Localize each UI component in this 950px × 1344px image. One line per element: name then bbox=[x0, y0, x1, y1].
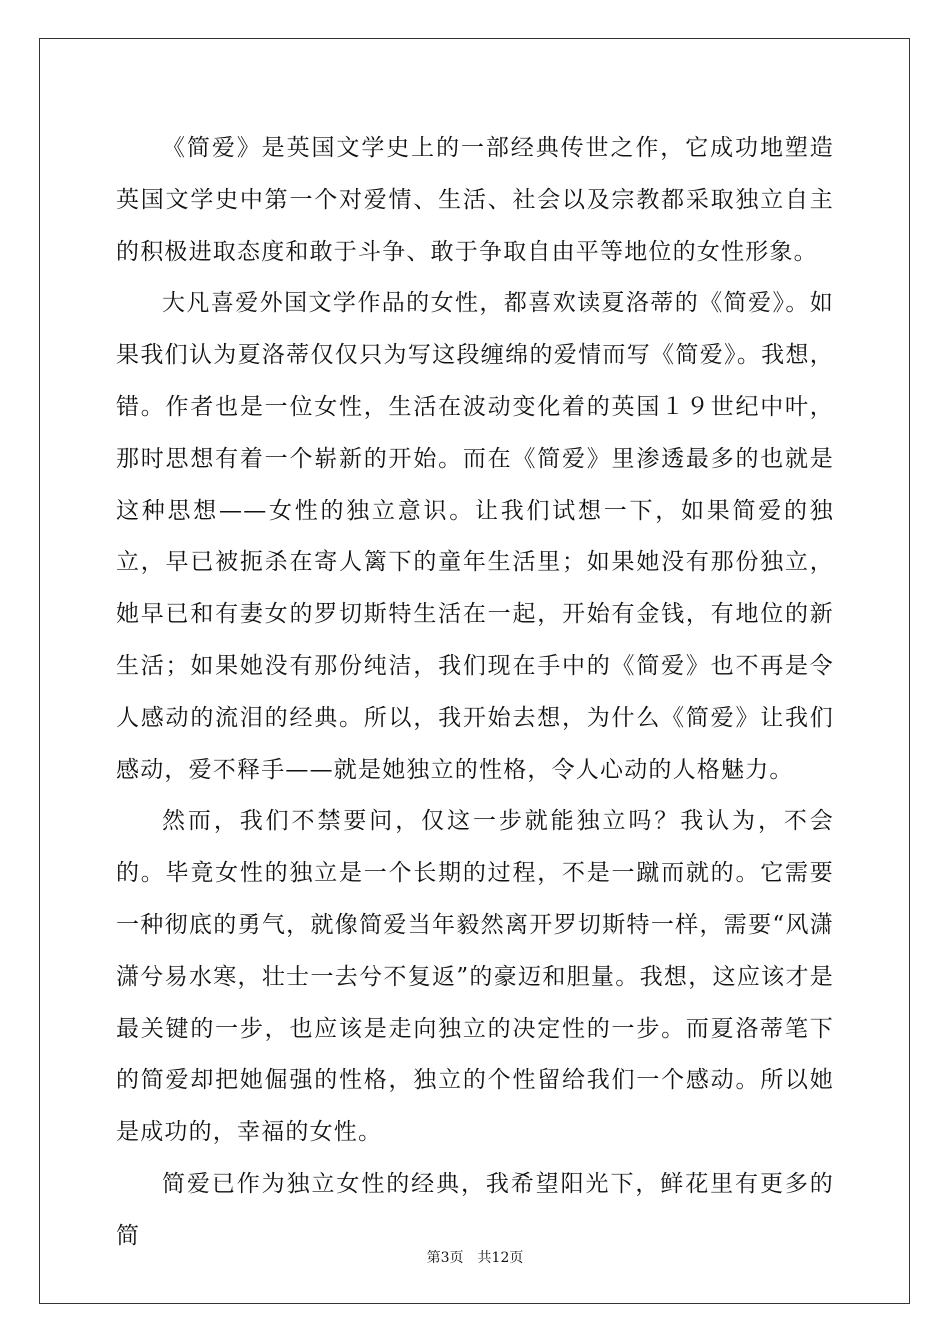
paragraph: 《简爱》是英国文学史上的一部经典传世之作，它成功地塑造英国文学史中第一个对爱情、生活、社会以及宗教都采取独立自主的积极进取态度和敢于斗争、敢于争取自由平等地位的女性形象。 bbox=[116, 135, 834, 265]
page-number: 第3页 bbox=[426, 1250, 464, 1266]
document-body bbox=[116, 123, 834, 1263]
page-total: 共12页 bbox=[477, 1250, 524, 1266]
paragraph: 简爱已作为独立女性的经典，我希望阳光下，鲜花里有更多的简 bbox=[116, 1170, 834, 1249]
page-footer bbox=[0, 1247, 950, 1267]
paragraph: 然而，我们不禁要问，仅这一步就能独立吗？我认为，不会的。毕竟女性的独立是一个长期的过程，不是一蹴而就的。它需要一种彻底的勇气，就像简爱当年毅然离开罗切斯特一样，需要“风潇潇兮易水寒，壮士一去兮不复返”的豪迈和胆量。我想，这应该才是最关键的一步，也应该是走向独立的决定性的一步。而夏洛蒂笔下的简爱却把她倔强的性格，独立的个性留给我们一个感动。所以她是成功的，幸福的女性。 bbox=[116, 808, 834, 1146]
paragraph: 大凡喜爱外国文学作品的女性，都喜欢读夏洛蒂的《简爱》。如果我们认为夏洛蒂仅仅只为写这段缠绵的爱情而写《简爱》。我想，错。作者也是一位女性，生活在波动变化着的英国１９世纪中叶，那时思想有着一个崭新的开始。而在《简爱》里渗透最多的也就是这种思想——女性的独立意识。让我们试想一下，如果简爱的独立，早已被扼杀在寄人篱下的童年生活里；如果她没有那份独立，她早已和有妻女的罗切斯特生活在一起，开始有金钱，有地位的新生活；如果她没有那份纯洁，我们现在手中的《简爱》也不再是令人感动的流泪的经典。所以，我开始去想，为什么《简爱》让我们感动，爱不释手——就是她独立的性格，令人心动的人格魅力。 bbox=[116, 290, 834, 783]
